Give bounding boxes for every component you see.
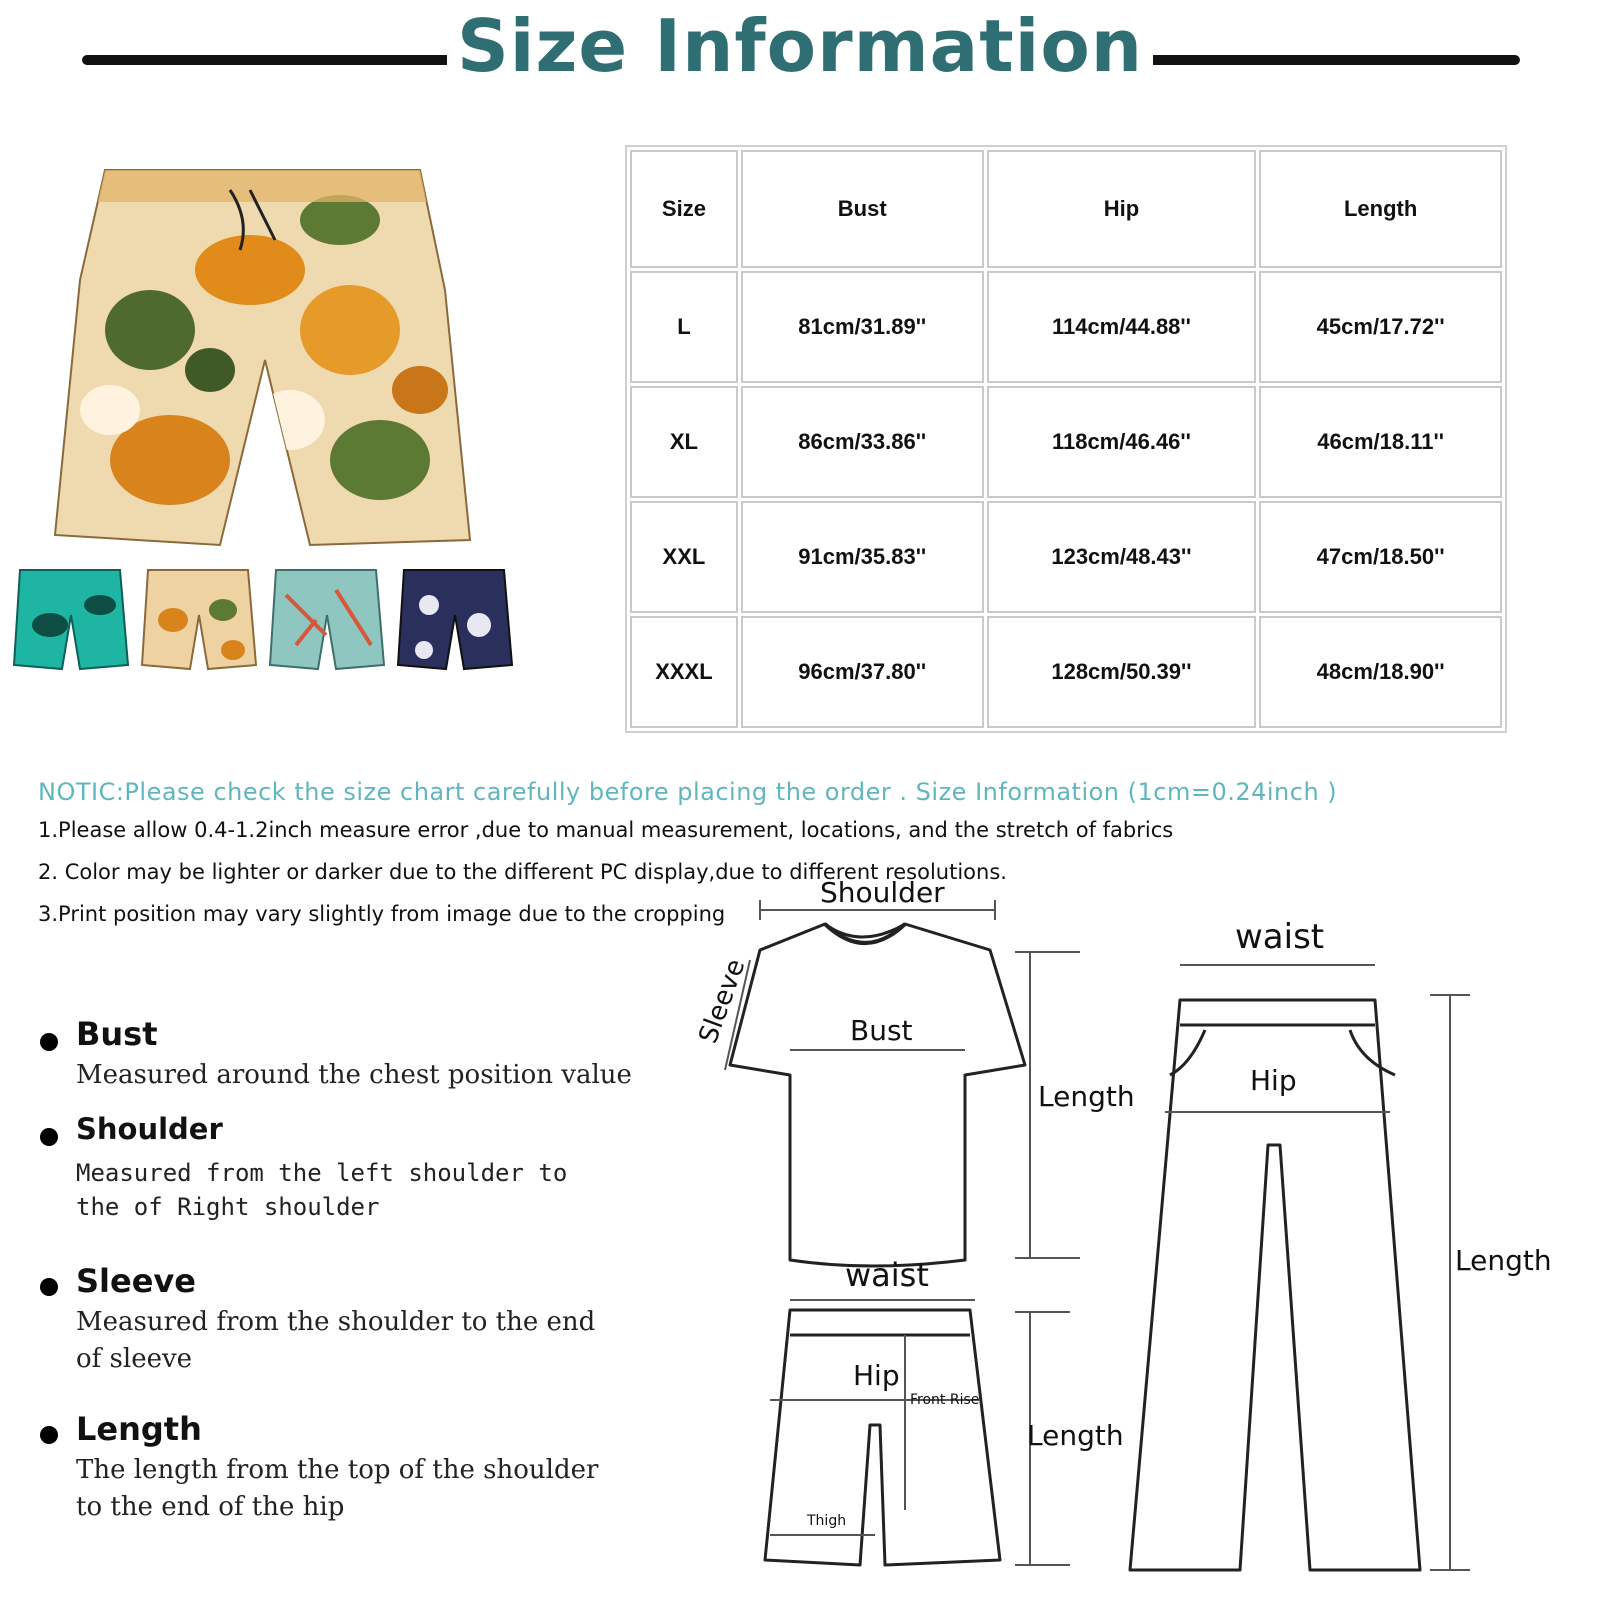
shorts-outline	[765, 1310, 1000, 1565]
label-front-rise: Front Rise	[910, 1392, 980, 1408]
table-row	[630, 616, 1502, 728]
teal-palm-shorts-icon[interactable]	[10, 565, 132, 675]
color-thumbnails	[10, 565, 530, 675]
label-pants-hip: Hip	[1250, 1064, 1297, 1097]
definition-desc: Measured around the chest position value	[76, 1060, 632, 1090]
floral-shorts-image	[50, 160, 480, 560]
definition-term: Bust	[76, 1015, 158, 1053]
table-row	[630, 501, 1502, 613]
label-shorts-hip: Hip	[853, 1359, 900, 1392]
table-row	[630, 386, 1502, 498]
header-size: Size	[630, 150, 738, 268]
label-shoulder: Shoulder	[820, 880, 945, 909]
notice-headline: NOTIC:Please check the size chart carefully before placing the order . Size Information (1cm=0.24inch )	[38, 778, 1338, 806]
cell-size: XXXL	[630, 616, 738, 728]
label-shorts-waist: waist	[845, 1256, 929, 1294]
header-hip: Hip	[987, 150, 1257, 268]
label-shorts-length: Length	[1027, 1419, 1124, 1452]
label-sleeve: Sleeve	[693, 955, 752, 1048]
navy-floral-shorts-icon[interactable]	[394, 565, 516, 675]
tshirt-outline	[730, 924, 1025, 1266]
note-line-3: 3.Print position may vary slightly from image due to the cropping	[38, 902, 726, 926]
measurement-diagram	[660, 880, 1600, 1600]
bullet-icon	[40, 1033, 58, 1051]
cell-length: 48cm/18.90''	[1259, 616, 1502, 728]
label-thigh: Thigh	[807, 1513, 847, 1529]
cell-hip: 123cm/48.43''	[987, 501, 1257, 613]
header-bust: Bust	[741, 150, 984, 268]
definition-desc: Measured from the left shoulder to the of Right shoulder	[76, 1159, 568, 1221]
cell-length: 46cm/18.11''	[1259, 386, 1502, 498]
bullet-icon	[40, 1128, 58, 1146]
label-pants-waist: waist	[1235, 917, 1325, 957]
note-line-1: 1.Please allow 0.4-1.2inch measure error ,due to manual measurement, locations, and the stretch of fabrics	[38, 818, 1174, 842]
size-chart-table	[625, 145, 1507, 733]
label-shirt-length: Length	[1038, 1080, 1135, 1113]
cell-bust: 86cm/33.86''	[741, 386, 984, 498]
cell-size: L	[630, 271, 738, 383]
note-line-2: 2. Color may be lighter or darker due to the different PC display,due to different resolutions.	[38, 860, 1007, 884]
definition-desc: Measured from the shoulder to the end of sleeve	[76, 1307, 596, 1374]
cell-bust: 96cm/37.80''	[741, 616, 984, 728]
cell-length: 45cm/17.72''	[1259, 271, 1502, 383]
table-row	[630, 271, 1502, 383]
header-length: Length	[1259, 150, 1502, 268]
cell-size: XXL	[630, 501, 738, 613]
bullet-icon	[40, 1426, 58, 1444]
blue-leaf-shorts-icon[interactable]	[266, 565, 388, 675]
table-header-row	[630, 150, 1502, 268]
definition-desc: The length from the top of the shoulder to the end of the hip	[76, 1455, 599, 1522]
label-bust: Bust	[850, 1014, 913, 1047]
cell-hip: 128cm/50.39''	[987, 616, 1257, 728]
orange-floral-shorts-icon[interactable]	[138, 565, 260, 675]
definition-term: Shoulder	[76, 1112, 223, 1146]
title-bar	[0, 0, 1600, 110]
definition-term: Length	[76, 1410, 202, 1448]
cell-bust: 81cm/31.89''	[741, 271, 984, 383]
cell-size: XL	[630, 386, 738, 498]
label-pants-length: Length	[1455, 1244, 1552, 1277]
cell-hip: 118cm/46.46''	[987, 386, 1257, 498]
cell-length: 47cm/18.50''	[1259, 501, 1502, 613]
cell-bust: 91cm/35.83''	[741, 501, 984, 613]
definition-term: Sleeve	[76, 1262, 196, 1300]
page-title-text: Size Information	[447, 4, 1153, 88]
page-title	[0, 4, 1600, 88]
bullet-icon	[40, 1278, 58, 1296]
cell-hip: 114cm/44.88''	[987, 271, 1257, 383]
